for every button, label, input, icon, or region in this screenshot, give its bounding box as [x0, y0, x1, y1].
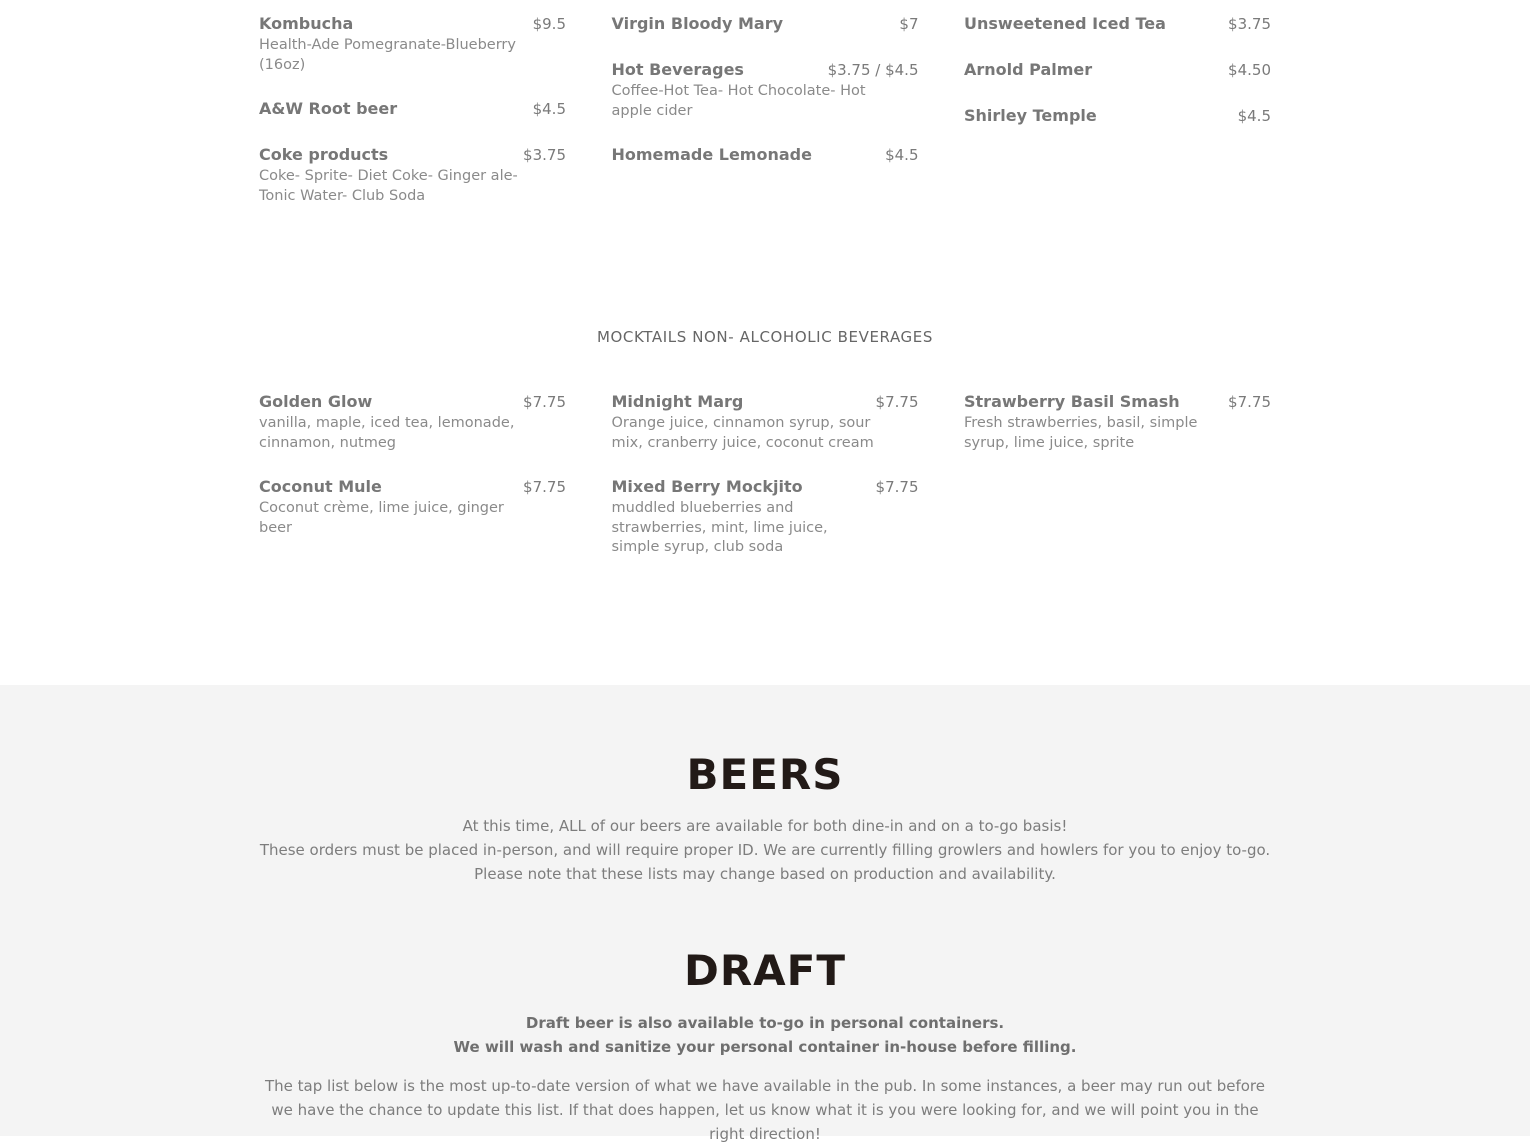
- menu-item-price: $3.75 / $4.5: [827, 61, 919, 79]
- beers-intro: [0, 814, 1530, 886]
- menu-item-description: Health-Ade Pomegranate-Blueberry (16oz): [259, 37, 516, 73]
- menu-item: [964, 58, 1271, 82]
- menu-item-header: [259, 97, 566, 121]
- menu-item-description: Coffee-Hot Tea- Hot Chocolate- Hot apple cider: [611, 83, 866, 119]
- menu-item: [259, 475, 566, 538]
- beers-title: BEERS: [686, 750, 844, 799]
- mocktails-heading: MOCKTAILS NON- ALCOHOLIC BEVERAGES: [596, 328, 933, 346]
- menu-item-price: $4.5: [885, 146, 919, 164]
- menu-item-name: Hot Beverages: [611, 60, 744, 79]
- draft-description: The tap list below is the most up-to-date version of what we have available in the pub. In some instances, a beer may run out before we have the chance to update this list. If that does happen, let us know what it is you were looking for, and we will point you in the right direction!: [265, 1077, 1265, 1143]
- menu-item: [964, 104, 1271, 128]
- beers-intro-line: Please note that these lists may change based on production and availability.: [474, 865, 1056, 883]
- menu-item-header: [964, 390, 1271, 414]
- mocktails-grid: [259, 390, 1271, 580]
- beers-intro-line: These orders must be placed in-person, and will require proper ID. We are currently filling growlers and howlers for you to enjoy to-go.: [259, 841, 1271, 859]
- menu-item-description: Coke- Sprite- Diet Coke- Ginger ale- Tonic Water- Club Soda: [259, 168, 518, 204]
- menu-item: [612, 58, 919, 121]
- menu-item-price: $4.5: [532, 100, 566, 118]
- menu-item-header: [612, 58, 919, 82]
- menu-item-price: $7.75: [875, 478, 919, 496]
- menu-item: [259, 390, 566, 453]
- menu-item-price: $7.75: [523, 393, 566, 411]
- menu-column: [964, 390, 1271, 580]
- menu-item-name: Midnight Marg: [611, 392, 744, 411]
- menu-item-price: $7.75: [875, 393, 919, 411]
- menu-item-description: Orange juice, cinnamon syrup, sour mix, cranberry juice, coconut cream: [611, 415, 874, 451]
- menu-item-description: vanilla, maple, iced tea, lemonade, cinnamon, nutmeg: [259, 415, 515, 451]
- menu-item-description: Fresh strawberries, basil, simple syrup, lime juice, sprite: [964, 415, 1198, 451]
- menu-item-name: Homemade Lemonade: [611, 145, 812, 164]
- drinks-grid: [259, 12, 1271, 228]
- beers-intro-line: At this time, ALL of our beers are available for both dine-in and on a to-go basis!: [462, 817, 1068, 835]
- menu-item: [964, 390, 1271, 453]
- menu-item-description: Coconut crème, lime juice, ginger beer: [259, 500, 504, 536]
- menu-item: [259, 97, 566, 121]
- menu-item-price: $3.75: [1228, 15, 1271, 33]
- menu-item-header: [259, 390, 566, 414]
- menu-item-name: Shirley Temple: [964, 106, 1097, 125]
- menu-item-price: $7.75: [1228, 393, 1271, 411]
- draft-notice-line: Draft beer is also available to-go in personal containers.: [525, 1014, 1005, 1032]
- draft-notice-line: We will wash and sanitize your personal container in-house before filling.: [453, 1038, 1077, 1056]
- menu-item-name: Virgin Bloody Mary: [611, 14, 784, 33]
- menu-item-price: $3.75: [523, 146, 566, 164]
- menu-item-header: [612, 390, 919, 414]
- menu-item-price: $9.5: [532, 15, 566, 33]
- menu-item: [259, 143, 566, 206]
- menu-item-header: [964, 12, 1271, 36]
- menu-item-header: [259, 12, 566, 36]
- menu-item-name: Mixed Berry Mockjito: [611, 477, 803, 496]
- menu-item-header: [612, 12, 919, 36]
- menu-item: [259, 12, 566, 75]
- menu-item-name: A&W Root beer: [259, 99, 398, 118]
- menu-item-price: $4.5: [1237, 107, 1271, 125]
- menu-item-header: [612, 475, 919, 499]
- draft-notice: [0, 1011, 1530, 1059]
- menu-column: [964, 12, 1271, 228]
- menu-item-header: [612, 143, 919, 167]
- menu-item-name: Golden Glow: [259, 392, 373, 411]
- menu-item: [612, 143, 919, 167]
- menu-column: [612, 12, 919, 228]
- menu-column: [259, 390, 566, 580]
- menu-item: [612, 475, 919, 558]
- menu-item-description: muddled blueberries and strawberries, mint, lime juice, simple syrup, club soda: [611, 500, 828, 555]
- menu-item-price: $7.75: [523, 478, 566, 496]
- menu-item-price: $7: [899, 15, 919, 33]
- menu-item-name: Strawberry Basil Smash: [964, 392, 1180, 411]
- menu-item-name: Arnold Palmer: [964, 60, 1093, 79]
- menu-item-header: [964, 104, 1271, 128]
- menu-item-name: Coke products: [259, 145, 389, 164]
- menu-item-name: Kombucha: [259, 14, 354, 33]
- menu-item-header: [259, 143, 566, 167]
- menu-item-price: $4.50: [1228, 61, 1271, 79]
- menu-item: [612, 390, 919, 453]
- menu-column: [259, 12, 566, 228]
- draft-title: DRAFT: [683, 946, 847, 995]
- menu-item-name: Coconut Mule: [259, 477, 382, 496]
- menu-column: [612, 390, 919, 580]
- menu-item-name: Unsweetened Iced Tea: [964, 14, 1166, 33]
- menu-item-header: [964, 58, 1271, 82]
- menu-item: [964, 12, 1271, 36]
- beers-section: [0, 685, 1530, 1143]
- menu-item-header: [259, 475, 566, 499]
- menu-item: [612, 12, 919, 36]
